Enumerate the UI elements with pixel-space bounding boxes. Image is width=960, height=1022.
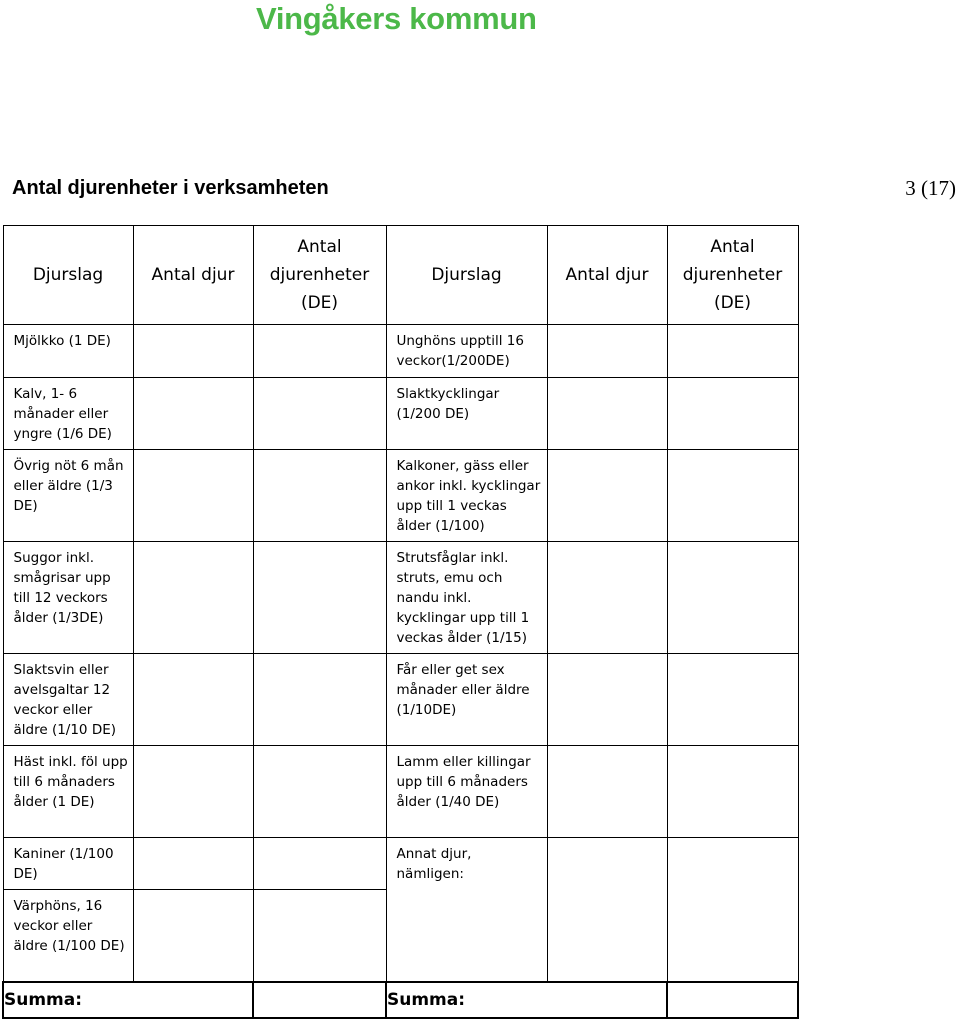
animal-type-label: Unghöns upptill 16 veckor(1/200DE) xyxy=(386,325,547,378)
animal-count-cell[interactable] xyxy=(133,542,253,654)
animal-units-cell[interactable] xyxy=(667,654,798,746)
sum-label-left: Summa: xyxy=(3,982,253,1018)
animal-count-cell[interactable] xyxy=(133,325,253,378)
animal-count-cell[interactable] xyxy=(547,654,667,746)
animal-type-label: Kalkoner, gäss eller ankor inkl. kycklingar upp till 1 veckas ålder (1/100) xyxy=(386,450,547,542)
animal-units-cell[interactable] xyxy=(667,450,798,542)
table-row xyxy=(3,838,798,890)
animal-count-cell[interactable] xyxy=(133,450,253,542)
sum-row xyxy=(3,982,798,1018)
animal-units-cell[interactable] xyxy=(253,654,386,746)
animal-units-cell[interactable] xyxy=(253,890,386,982)
animal-units-cell[interactable] xyxy=(667,325,798,378)
animal-type-label: Annat djur, nämligen: xyxy=(386,838,547,982)
animal-type-label: Kalv, 1- 6 månader eller yngre (1/6 DE) xyxy=(3,378,133,450)
animal-units-cell[interactable] xyxy=(253,325,386,378)
animal-type-label: Slaktsvin eller avelsgaltar 12 veckor eller äldre (1/10 DE) xyxy=(3,654,133,746)
animal-count-cell[interactable] xyxy=(547,746,667,838)
animal-units-cell[interactable] xyxy=(667,542,798,654)
animal-units-table xyxy=(2,225,799,1019)
animal-type-label: Strutsfåglar inkl. struts, emu och nandu inkl. kycklingar upp till 1 veckas ålder (1/15) xyxy=(386,542,547,654)
sum-total-right[interactable] xyxy=(667,982,798,1018)
animal-type-label: Värphöns, 16 veckor eller äldre (1/100 DE) xyxy=(3,890,133,982)
animal-type-label: Får eller get sex månader eller äldre (1/10DE) xyxy=(386,654,547,746)
table-row xyxy=(3,542,798,654)
animal-count-cell[interactable] xyxy=(547,325,667,378)
table-row xyxy=(3,746,798,838)
col-header-animal-units-right: Antal djurenheter (DE) xyxy=(667,226,798,325)
animal-count-cell[interactable] xyxy=(133,890,253,982)
animal-count-cell[interactable] xyxy=(547,838,667,982)
animal-units-cell[interactable] xyxy=(667,746,798,838)
col-header-animal-units-left: Antal djurenheter (DE) xyxy=(253,226,386,325)
animal-count-cell[interactable] xyxy=(547,378,667,450)
table-row xyxy=(3,450,798,542)
animal-count-cell[interactable] xyxy=(547,450,667,542)
table-row xyxy=(3,378,798,450)
animal-type-label: Häst inkl. föl upp till 6 månaders ålder (1 DE) xyxy=(3,746,133,838)
animal-units-cell[interactable] xyxy=(253,542,386,654)
animal-type-label: Övrig nöt 6 mån eller äldre (1/3 DE) xyxy=(3,450,133,542)
animal-units-cell[interactable] xyxy=(253,746,386,838)
col-header-animal-count-right: Antal djur xyxy=(547,226,667,325)
animal-count-cell[interactable] xyxy=(133,378,253,450)
animal-count-cell[interactable] xyxy=(133,838,253,890)
col-header-animal-type-right: Djurslag xyxy=(386,226,547,325)
animal-units-cell[interactable] xyxy=(667,838,798,982)
table-row xyxy=(3,325,798,378)
animal-units-cell[interactable] xyxy=(667,378,798,450)
animal-units-cell[interactable] xyxy=(253,450,386,542)
sum-label-right: Summa: xyxy=(386,982,667,1018)
brand-logo-text: Vingåkers kommun xyxy=(256,1,537,36)
animal-count-cell[interactable] xyxy=(133,746,253,838)
animal-units-cell[interactable] xyxy=(253,838,386,890)
animal-type-label: Slaktkycklingar (1/200 DE) xyxy=(386,378,547,450)
table-row xyxy=(3,654,798,746)
animal-count-cell[interactable] xyxy=(133,654,253,746)
animal-type-label: Mjölkko (1 DE) xyxy=(3,325,133,378)
table-header-row xyxy=(3,226,798,325)
animal-type-label: Kaniner (1/100 DE) xyxy=(3,838,133,890)
col-header-animal-count-left: Antal djur xyxy=(133,226,253,325)
page-number: 3 (17) xyxy=(905,176,956,200)
animal-count-cell[interactable] xyxy=(547,542,667,654)
col-header-animal-type-left: Djurslag xyxy=(3,226,133,325)
animal-type-label: Suggor inkl. smågrisar upp till 12 veckors ålder (1/3DE) xyxy=(3,542,133,654)
sum-total-left[interactable] xyxy=(253,982,386,1018)
animal-units-cell[interactable] xyxy=(253,378,386,450)
document-title: Antal djurenheter i verksamheten xyxy=(12,177,329,199)
animal-type-label: Lamm eller killingar upp till 6 månaders ålder (1/40 DE) xyxy=(386,746,547,838)
